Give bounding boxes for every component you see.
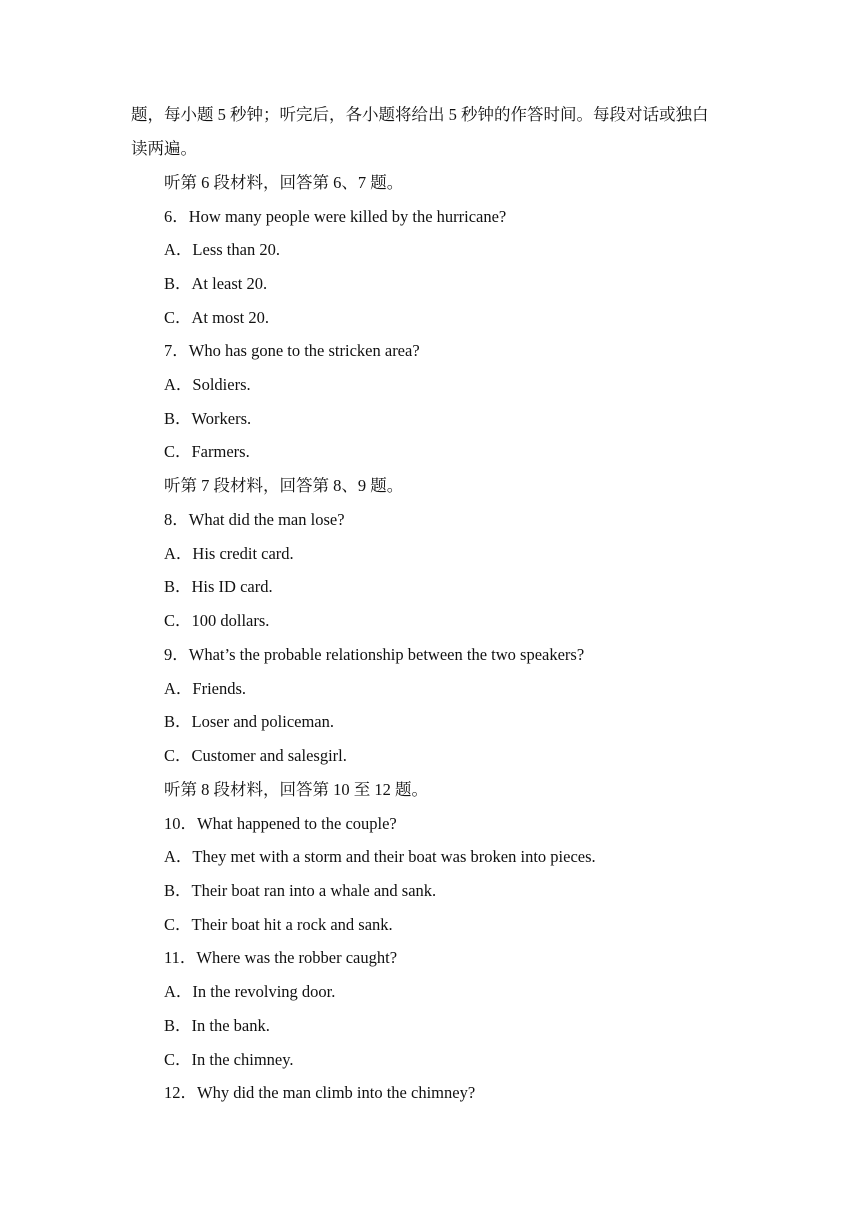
intro-line: 读两遍。 [131, 139, 197, 158]
question: 11．Where was the robber caught? [164, 948, 398, 967]
question: 8．What did the man lose? [164, 510, 345, 529]
answer-option: A．His credit card. [164, 544, 294, 563]
answer-option: C．100 dollars. [164, 611, 270, 630]
answer-option: A．They met with a storm and their boat was broken into pieces. [164, 847, 596, 866]
intro-line: 题，每小题 5 秒钟；听完后，各小题将给出 5 秒钟的作答时间。每段对话或独白 [131, 105, 709, 124]
answer-option: A．Less than 20. [164, 240, 280, 259]
answer-option: C．Their boat hit a rock and sank. [164, 915, 393, 934]
section-heading: 听第 7 段材料，回答第 8、9 题。 [164, 476, 404, 495]
answer-option: A．Friends. [164, 679, 247, 698]
question: 7．Who has gone to the stricken area? [164, 341, 420, 360]
section-heading: 听第 8 段材料，回答第 10 至 12 题。 [164, 780, 428, 799]
answer-option: B．Loser and policeman. [164, 712, 334, 731]
answer-option: C．In the chimney. [164, 1050, 294, 1069]
question: 10．What happened to the couple? [164, 814, 397, 833]
answer-option: A．In the revolving door. [164, 982, 336, 1001]
answer-option: B．At least 20. [164, 274, 268, 293]
answer-option: C．Customer and salesgirl. [164, 746, 347, 765]
answer-option: B．Workers. [164, 409, 252, 428]
answer-option: C．At most 20. [164, 308, 269, 327]
question: 12．Why did the man climb into the chimney? [164, 1083, 476, 1102]
answer-option: B．In the bank. [164, 1016, 270, 1035]
section-heading: 听第 6 段材料，回答第 6、7 题。 [164, 173, 404, 192]
answer-option: B．Their boat ran into a whale and sank. [164, 881, 437, 900]
question: 9．What’s the probable relationship between the two speakers? [164, 645, 585, 664]
answer-option: B．His ID card. [164, 577, 273, 596]
question: 6．How many people were killed by the hurricane? [164, 207, 507, 226]
answer-option: C．Farmers. [164, 442, 250, 461]
answer-option: A．Soldiers. [164, 375, 251, 394]
